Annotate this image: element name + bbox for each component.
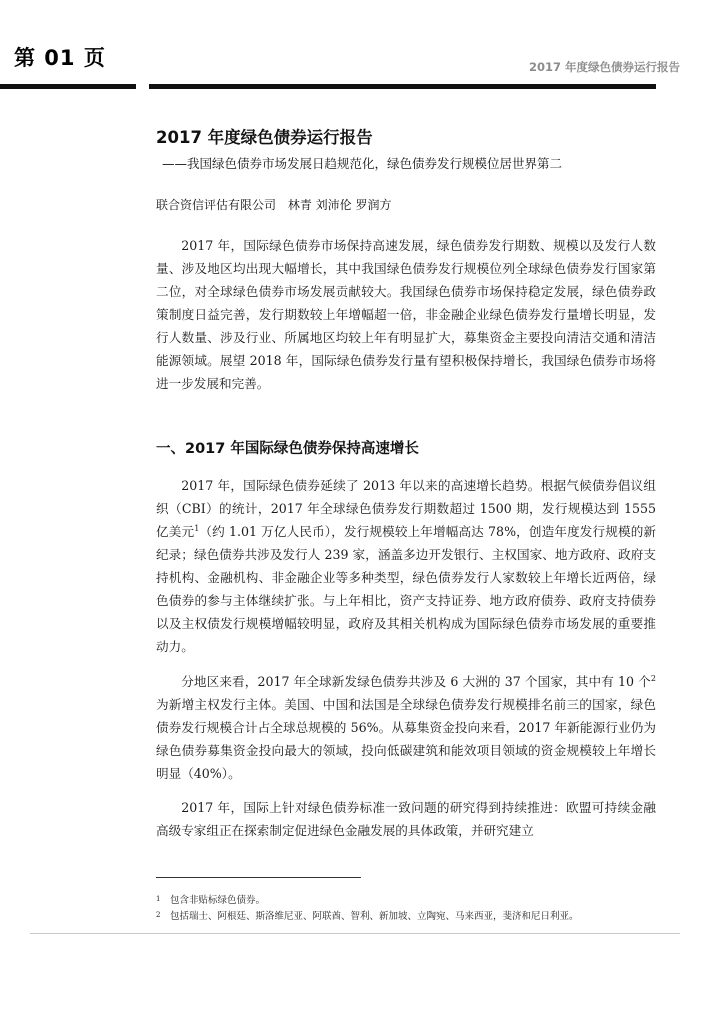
author-names: 林青 刘沛伦 罗润方	[287, 198, 392, 212]
paragraph-text: （约 1.01 万亿人民币），发行规模较上年增幅高达 78%，创造年度发行规模的新纪录；绿色债券共涉及发行人 239 家，涵盖多边开发银行、主权国家、地方政府、政府支持机构、金融机构、非金融企业等多种类型，绿色债券发行人家数较上年增长近两倍，绿色债券的参与主体继续扩张。与上年相比，资产支持证券、地方政府债券、政府支持债券以及主权债发行规模增幅较明显，政府及其相关机构成为国际绿色债券市场发展的重要推动力。	[156, 524, 657, 654]
footnote-divider	[156, 877, 361, 878]
paragraph-text: 2017 年，国际绿色债券延续了 2013 年以来的高速增长趋势。根据气候债券倡议组织（CBI）的统计，2017 年全球绿色债券发行期数超过 1500 期，发行规模达到 1555 亿美元	[156, 478, 656, 539]
running-title: 2017 年度绿色债券运行报告	[528, 60, 680, 74]
footnote-ref-1: 1	[194, 523, 200, 533]
section-heading: 一、2017 年国际绿色债券保持高速增长	[156, 441, 419, 457]
footnote-2	[156, 909, 656, 925]
footnote-mark: 2	[156, 911, 161, 919]
footnote-ref-2: 2	[650, 673, 656, 683]
author-line	[156, 196, 391, 214]
body-paragraph-3: 2017 年，国际上针对绿色债券标准一致问题的研究得到持续推进：欧盟可持续金融高级专家组正在探索制定促进绿色金融发展的具体政策，并研究建立	[156, 800, 656, 838]
document-title: 2017 年度绿色债券运行报告	[156, 128, 373, 147]
paragraph-text: 为新增主权发行主体。美国、中国和法国是全球绿色债券发行规模排名前三的国家，绿色债券发行规模合计占全球总规模的 56%。从募集资金投向来看，2017 年新能源行业仍为绿色债券募集资金投向最大的领域，投向低碳建筑和能效项目领域的资金规模较上年增长明显（40%）。	[156, 697, 656, 781]
organization-name: 联合资信评估有限公司	[156, 198, 277, 212]
header-rule-left	[0, 84, 136, 89]
footnotes	[156, 893, 656, 925]
page-bottom-rule	[30, 933, 680, 934]
page-number: 第 01 页	[14, 46, 106, 70]
footnote-text: 包括瑞士、阿根廷、斯洛维尼亚、阿联酋、智利、新加坡、立陶宛、马来西亚，斐济和尼日利亚。	[170, 911, 579, 922]
footnote-mark: 1	[156, 895, 161, 903]
document-subtitle: ——我国绿色债券市场发展日趋规范化，绿色债券发行规模位居世界第二	[162, 156, 563, 171]
footnote-text: 包含非贴标绿色债券。	[170, 895, 266, 906]
header-rule-right	[149, 84, 656, 89]
paragraph-text: 分地区来看，2017 年全球新发绿色债券共涉及 6 大洲的 37 个国家，其中有 10 个	[181, 674, 651, 689]
abstract-paragraph: 2017 年，国际绿色债券市场保持高速发展，绿色债券发行期数、规模以及发行人数量、涉及地区均出现大幅增长，其中我国绿色债券发行规模位列全球绿色债券发行国家第二位，对全球绿色债券市场发展贡献较大。我国绿色债券市场保持稳定发展，绿色债券政策制度日益完善，发行期数较上年增幅超一倍，非金融企业绿色债券发行量增长明显，发行人数量、涉及行业、所属地区均较上年有明显扩大，募集资金主要投向清洁交通和清洁能源领域。展望 2018 年，国际绿色债券发行量有望积极保持增长，我国绿色债券市场将进一步发展和完善。	[156, 238, 656, 391]
body-paragraph-2	[156, 670, 656, 785]
footnote-1	[156, 893, 656, 909]
body-paragraph-1	[156, 474, 656, 658]
